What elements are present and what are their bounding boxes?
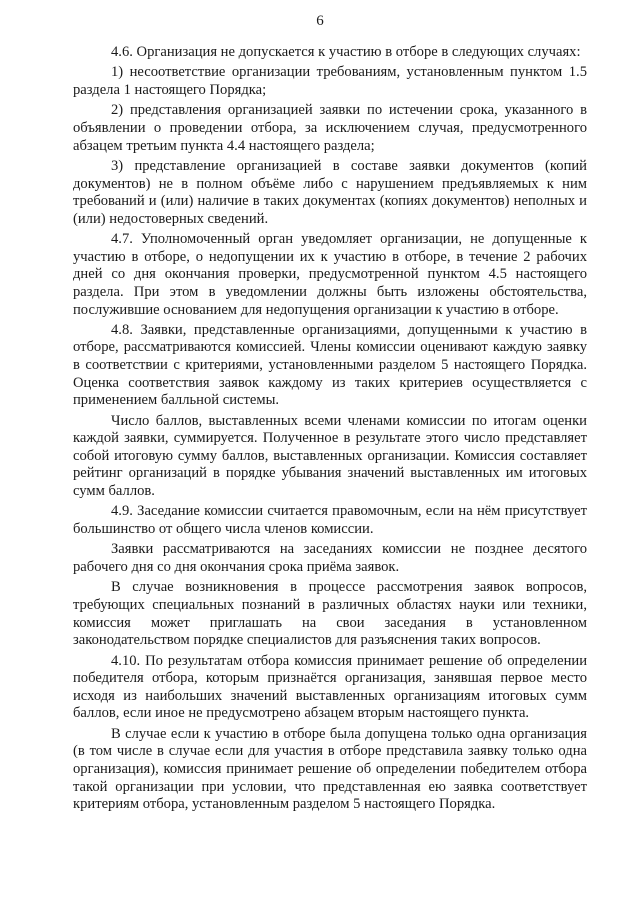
list-item-2: 2) представления организацией заявки по истечении срока, указанного в объявлении о проведении отбора, за исключением случая, предусмотренного абзацем третьим пункта 4.4 настоящего раздела; [73, 102, 587, 154]
document-body [73, 44, 587, 817]
paragraph-single-participant: В случае если к участию в отборе была допущена только одна организация (в том числе в случае если для участия в отборе представила заявку только одна организация), комиссия принимает решение об определении победителем отбора такой организации при условии, что представленная ею заявка соответствует критериям отбора, установленным разделом 5 настоящего Порядка. [73, 725, 587, 813]
paragraph-4-6: 4.6. Организация не допускается к участию в отборе в следующих случаях: [111, 44, 581, 60]
paragraph-4-7: 4.7. Уполномоченный орган уведомляет организации, не допущенные к участию в отборе, о недопущении их к участию в отборе, в течение 2 рабочих дней со дня окончания проверки, предусмотренной пунктом 4.5 настоящего раздела. При этом в уведомлении должны быть изложены обстоятельства, послужившие основанием для недопущения организации к участию в отборе. [73, 231, 587, 318]
list-item-3: 3) представление организацией в составе заявки документов (копий документов) не в полном объёме либо с нарушением предъявляемых к ним требований и (или) наличие в таких документах (копиях документов) неполных и (или) недостоверных сведений. [73, 157, 587, 227]
paragraph-review-deadline: Заявки рассматриваются на заседаниях комиссии не позднее десятого рабочего дня со дня окончания срока приёма заявок. [73, 541, 587, 575]
paragraph-score-sum: Число баллов, выставленных всеми членами комиссии по итогам оценки каждой заявки, суммируется. Полученное в результате этого число представляет собой итоговую сумму баллов, выставленных организации. Комиссия составляет рейтинг организаций в порядке убывания значений выставленных им итоговых сумм баллов. [73, 412, 587, 500]
page-number: 6 [316, 13, 324, 29]
paragraph-specialists: В случае возникновения в процессе рассмотрения заявок вопросов, требующих специальных познаний в различных областях науки или техники, комиссия может приглашать на свои заседания в установленном законодательством порядке специалистов для разъяснения таких вопросов. [73, 579, 587, 649]
paragraph-4-10: 4.10. По результатам отбора комиссия принимает решение об определении победителя отбора, которым признаётся организация, занявшая первое место исходя из наибольших значений выставленных организациям итоговых сумм баллов, если иное не предусмотрено абзацем вторым настоящего пункта. [73, 652, 587, 722]
list-item-1: 1) несоответствие организации требованиям, установленным пунктом 1.5 раздела 1 настоящего Порядка; [73, 64, 587, 98]
paragraph-4-8: 4.8. Заявки, представленные организациями, допущенными к участию в отборе, рассматриваются комиссией. Члены комиссии оценивают каждую заявку в соответствии с критериями, установленными разделом 5 настоящего Порядка. Оценка соответствия заявок каждому из таких критериев осуществляется с применением балльной системы. [73, 321, 587, 409]
paragraph-4-9: 4.9. Заседание комиссии считается правомочным, если на нём присутствует большинство от общего числа членов комиссии. [73, 503, 587, 538]
